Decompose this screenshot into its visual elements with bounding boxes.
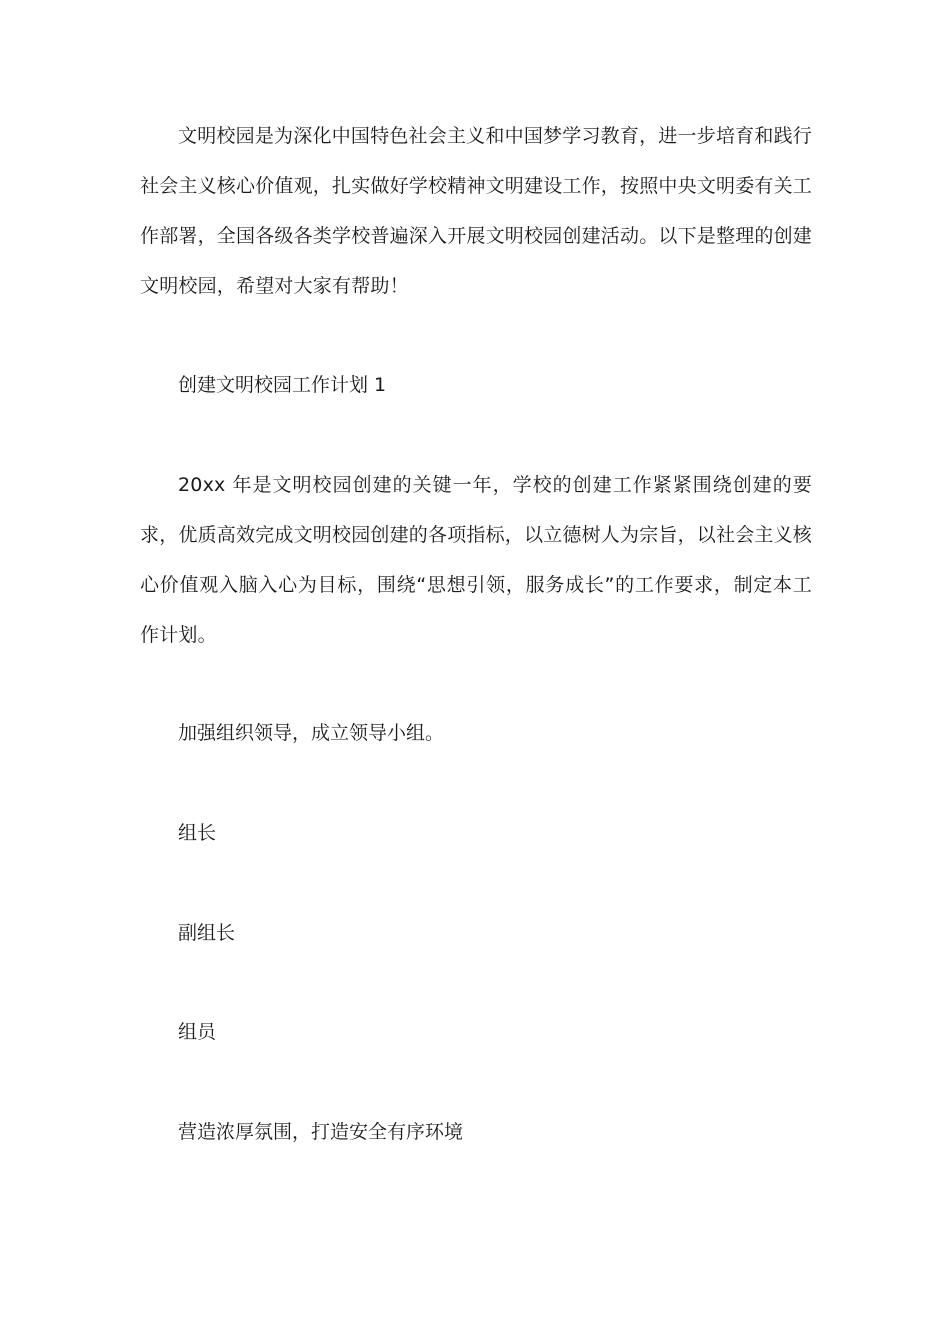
plan-heading: 创建文明校园工作计划 1 (178, 374, 387, 396)
section-environment: 营造浓厚氛围，打造安全有序环境 (178, 1121, 464, 1143)
role-deputy-leader: 副组长 (178, 922, 236, 944)
role-leader: 组长 (178, 822, 217, 844)
role-member: 组员 (178, 1021, 217, 1043)
intro-paragraph: 文明校园是为深化中国特色社会主义和中国梦学习教育，进一步培育和践行社会主义核心价值观，扎实做好学校精神文明建设工作，按照中央文明委有关工作部署，全国各级各类学校普遍深入开展文明校园创建活动。以下是整理的创建文明校园，希望对大家有帮助！ (140, 125, 813, 297)
section-organization: 加强组织领导，成立领导小组。 (178, 722, 445, 744)
body-paragraph: 20xx 年是文明校园创建的关键一年，学校的创建工作紧紧围绕创建的要求，优质高效完成文明校园创建的各项指标，以立德树人为宗旨，以社会主义核心价值观入脑入心为目标，围绕“思想引领，服务成长”的工作要求，制定本工作计划。 (140, 474, 813, 646)
